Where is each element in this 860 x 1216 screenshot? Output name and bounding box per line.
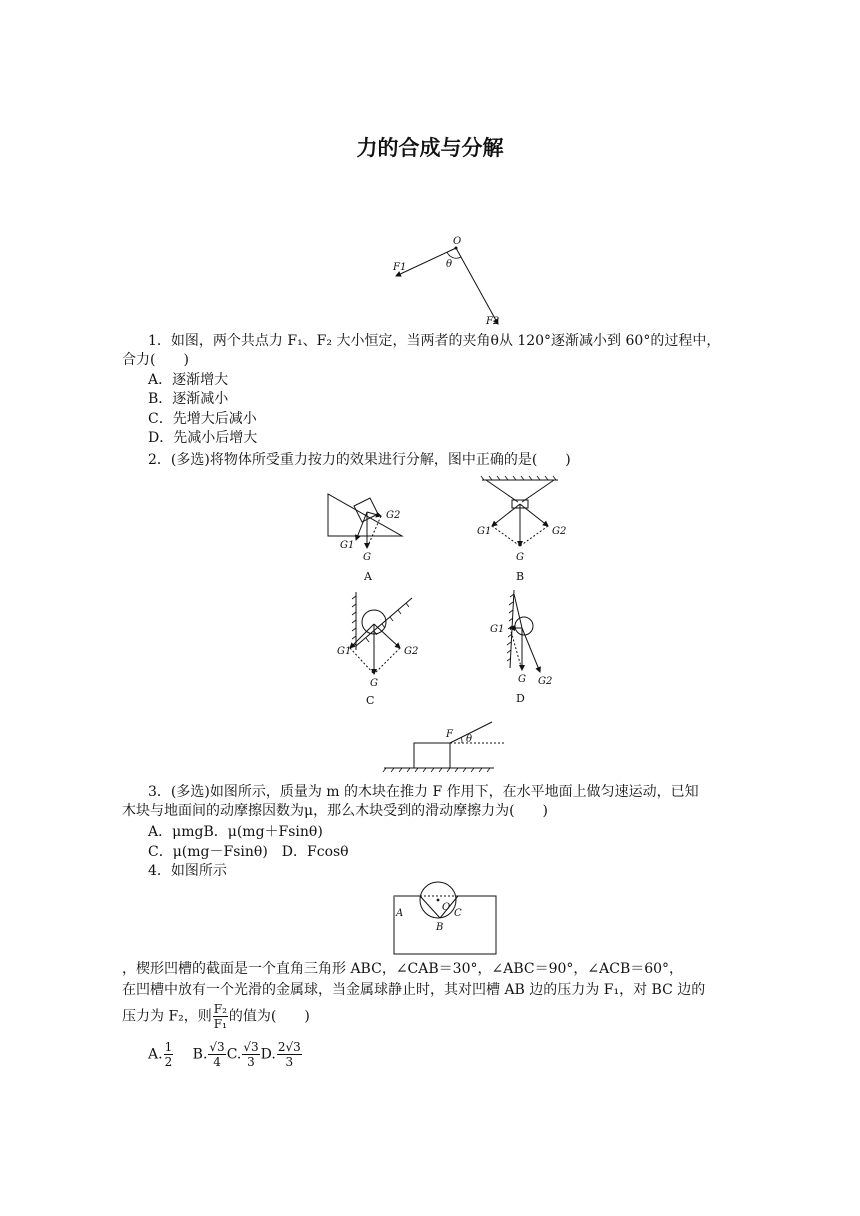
q4-question-line1: 4．如图所示 — [148, 863, 227, 879]
q4-option-a-letter: A. — [148, 1046, 163, 1063]
q4-option-b-fraction — [208, 1040, 225, 1069]
q2a-label-g: G — [363, 552, 371, 563]
q4-groove-diagram — [392, 880, 502, 956]
q4-option-c-den: 3 — [247, 1055, 255, 1069]
q3-block-diagram — [382, 716, 512, 774]
q4-ratio-numerator: F₂ — [213, 1002, 227, 1016]
q1-option-a: A．逐渐增大 — [148, 372, 229, 388]
q2d-label-g1: G1 — [490, 624, 505, 635]
q2-figure-b — [472, 474, 572, 586]
q2-caption-c: C — [366, 694, 375, 707]
q4-option-a-den: 2 — [164, 1055, 173, 1069]
q4-option-d-den: 3 — [285, 1055, 294, 1069]
q2b-label-g2: G2 — [552, 526, 567, 537]
q1-question-line2: 合力( ) — [122, 352, 189, 368]
q2-caption-a: A — [364, 570, 372, 583]
q3-label-f: F — [446, 729, 453, 740]
q4-option-d-num: 2√3 — [277, 1040, 301, 1054]
q2d-label-g: G — [518, 674, 526, 685]
q4-option-b-num: √3 — [209, 1040, 225, 1054]
q2b-label-g: G — [516, 552, 524, 563]
q4-label-a: A — [396, 908, 404, 919]
q4-options — [148, 1040, 303, 1069]
q4-ratio-fraction — [213, 1002, 228, 1031]
page-title: 力的合成与分解 — [356, 136, 504, 160]
q2-question: 2．(多选)将物体所受重力按力的效果进行分解，图中正确的是( ) — [148, 452, 571, 468]
q4-option-b-den: 4 — [213, 1055, 221, 1069]
q4-question-line2: ，楔形凹槽的截面是一个直角三角形 ABC，∠CAB＝30°，∠ABC＝90°，∠ACB＝60°， — [122, 961, 684, 977]
q4-line4-suffix: 的值为( ) — [228, 1008, 310, 1025]
q4-label-b: B — [436, 922, 444, 933]
q2-caption-b: B — [516, 570, 525, 583]
q4-option-c-num: √3 — [243, 1040, 259, 1054]
q1-label-f1: F1 — [393, 262, 407, 273]
q4-option-d-letter: D. — [260, 1046, 276, 1063]
q2c-label-g1: G1 — [337, 646, 352, 657]
q2-figure-c — [332, 590, 422, 710]
q4-label-o: O — [442, 902, 451, 913]
q4-option-a-num: 1 — [164, 1040, 173, 1054]
q4-option-c-fraction — [242, 1040, 259, 1069]
q4-option-d-fraction — [277, 1040, 302, 1069]
q4-line4-prefix: 压力为 F₂，则 — [122, 1008, 212, 1025]
q2-figure-a — [326, 488, 416, 588]
q2d-label-g2: G2 — [538, 676, 553, 687]
q3-label-theta: θ — [466, 734, 473, 745]
q3-options-line1: A．μmgB．μ(mg＋Fsinθ) — [148, 824, 323, 840]
q1-option-d: D．先减小后增大 — [148, 430, 258, 446]
q1-label-theta: θ — [446, 259, 453, 270]
q1-label-o: O — [453, 236, 462, 247]
q3-options-line2: C．μ(mg－Fsinθ) D．Fcosθ — [148, 844, 349, 860]
q4-question-line4 — [122, 1002, 310, 1031]
q1-force-diagram — [380, 232, 520, 332]
q3-question-line2: 木块与地面间的动摩擦因数为μ，那么木块受到的滑动摩擦力为( ) — [122, 803, 549, 819]
q2a-label-g2: G2 — [386, 510, 401, 521]
q4-option-b-letter: B. — [192, 1046, 208, 1063]
q1-option-b: B．逐渐减小 — [148, 391, 229, 407]
q2c-label-g: G — [370, 678, 378, 689]
q4-question-line3: 在凹槽中放有一个光滑的金属球，当金属球静止时，其对凹槽 AB 边的压力为 F₁，对 BC 边的 — [122, 982, 706, 998]
q2-caption-d: D — [516, 692, 525, 705]
q2-figure-d — [488, 588, 568, 710]
q2b-label-g1: G1 — [477, 526, 492, 537]
q4-ratio-denominator: F₁ — [213, 1017, 227, 1031]
q4-option-a-fraction — [164, 1040, 174, 1069]
q3-question-line1: 3．(多选)如图所示，质量为 m 的木块在推力 F 作用下，在水平地面上做匀速运动，已知 — [148, 784, 699, 800]
q2a-label-g1: G1 — [340, 540, 355, 551]
q1-question-line1: 1．如图，两个共点力 F₁、F₂ 大小恒定，当两者的夹角θ从 120°逐渐减小到 60°的过程中， — [148, 333, 721, 349]
q2c-label-g2: G2 — [404, 646, 419, 657]
q1-label-f2: F2 — [486, 316, 500, 327]
q4-option-c-letter: C. — [226, 1046, 242, 1063]
q4-label-c: C — [454, 908, 462, 919]
q1-option-c: C．先增大后减小 — [148, 411, 257, 427]
